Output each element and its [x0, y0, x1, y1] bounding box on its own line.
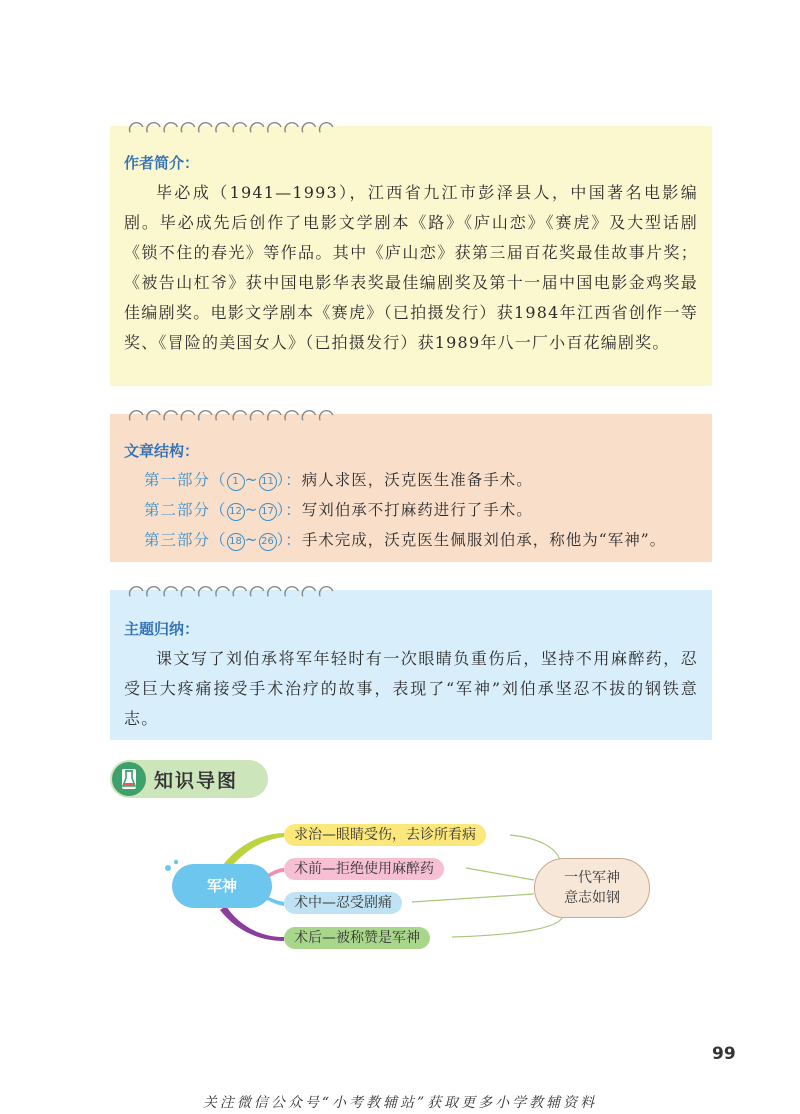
mindmap-branch-2: 术前—拒绝使用麻醉药: [284, 858, 444, 880]
paragraph-number-badge: 18: [227, 533, 245, 551]
part-label: 第一部分: [144, 471, 211, 489]
part-description: 病人求医，沃克医生准备手术。: [301, 471, 533, 489]
mindmap-branch-4: 术后—被称赞是军神: [284, 927, 430, 949]
structure-part-2: 第二部分（ 12 ~ 17 ）：写刘伯承不打麻药进行了手术。: [144, 501, 533, 519]
part-description: 写刘伯承不打麻药进行了手术。: [301, 501, 533, 519]
footer-watermark-text: 关注微信公众号“小考教辅站”获取更多小学教辅资料: [202, 1095, 598, 1111]
structure-part-3: 第三部分（ 18 ~ 26 ）：手术完成，沃克医生佩服刘伯承，称他为“军神”。: [144, 531, 667, 549]
structure-title: 文章结构：: [124, 442, 200, 460]
summary-line-2: 意志如钢: [564, 890, 620, 906]
mindmap-section-title: 知识导图: [154, 770, 239, 792]
paragraph-number-badge: 11: [259, 473, 277, 491]
part-description: 手术完成，沃克医生佩服刘伯承，称他为“军神”。: [301, 531, 667, 549]
paragraph-number-badge: 12: [227, 503, 245, 521]
paragraph-number-badge: 17: [259, 503, 277, 521]
mindmap-root-node: 军神: [172, 864, 272, 908]
structure-part-1: 第一部分（ 1 ~ 11 ）：病人求医，沃克医生准备手术。: [144, 471, 533, 489]
author-paragraph: 毕必成（1941—1993），江西省九江市彭泽县人，中国著名电影编剧。毕必成先后创作了电影文学剧本《路》《庐山恋》《赛虎》及大型话剧《锁不住的春光》等作品。其中《庐山恋》获第三届百花奖最佳故事片奖；《被告山杠爷》获中国电影华表奖最佳编剧奖及第十一届中国电影金鸡奖最佳编剧奖。电影文学剧本《赛虎》（已拍摄发行）获1984年江西省创作一等奖、《冒险的美国女人》（已拍摄发行）获1989年八一厂小百花编剧奖。: [124, 183, 698, 352]
author-title: 作者简介：: [124, 154, 200, 172]
page-number: 99: [712, 1044, 736, 1064]
summary-line-1: 一代军神: [564, 870, 620, 886]
theme-title: 主题归纳：: [124, 620, 200, 638]
part-label: 第二部分: [144, 501, 211, 519]
paragraph-number-badge: 1: [227, 473, 245, 491]
part-label: 第三部分: [144, 531, 211, 549]
theme-paragraph: 课文写了刘伯承将军年轻时有一次眼睛负重伤后，坚持不用麻醉药，忍受巨大疼痛接受手术治疗的故事，表现了“军神”刘伯承坚忍不拔的钢铁意志。: [124, 649, 698, 728]
mindmap-branch-1: 求治—眼睛受伤，去诊所看病: [284, 824, 486, 846]
mindmap-summary-node: [534, 858, 650, 918]
mindmap-branch-3: 术中—忍受剧痛: [284, 892, 402, 914]
paragraph-number-badge: 26: [259, 533, 277, 551]
